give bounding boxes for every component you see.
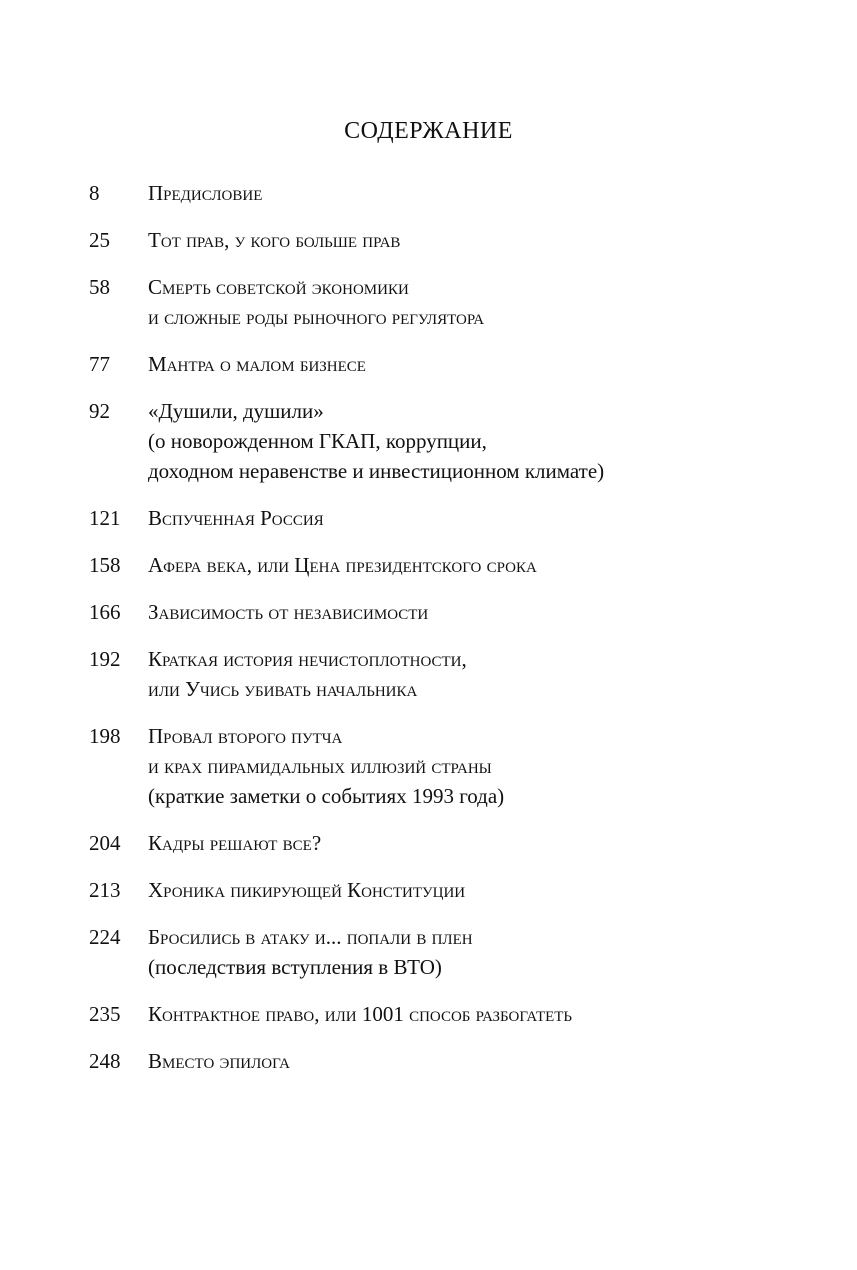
toc-title-line: Контрактное право, или 1001 способ разбогатеть [148,1002,573,1026]
toc-title-line: Кадры решают все? [148,831,322,855]
toc-entry [89,396,809,486]
toc-page-number: 204 [89,831,121,855]
toc-title-line: Зависимость от независимости [148,600,429,624]
toc-entry [89,597,809,627]
toc-chapter-title [148,349,809,379]
toc-page-number: 213 [89,878,121,902]
toc-chapter-title [148,721,809,811]
toc-entry [89,272,809,332]
toc-title-line: и крах пирамидальных иллюзий страны [148,754,492,778]
toc-entry [89,828,809,858]
toc-title-line: доходном неравенстве и инвестиционном климате) [148,459,605,483]
toc-entry [89,503,809,533]
toc-entry [89,922,809,982]
toc-title-line: «Душили, душили» [148,399,324,423]
toc-entry [89,225,809,255]
toc-chapter-title [148,1046,809,1076]
toc-page-number: 92 [89,399,110,423]
toc-title-line: (о новорожденном ГКАП, коррупции, [148,429,487,453]
toc-chapter-title [148,644,809,704]
toc-chapter-title [148,178,809,208]
toc-chapter-title [148,272,809,332]
toc-title-line: Хроника пикирующей Конституции [148,878,466,902]
toc-chapter-title [148,875,809,905]
table-of-contents [89,178,809,1093]
toc-title-line: Вспученная Россия [148,506,324,530]
toc-page-number: 192 [89,647,121,671]
toc-title-line: Краткая история нечистоплотности, [148,647,467,671]
toc-title-line: Бросились в атаку и... попали в плен [148,925,473,949]
toc-chapter-title [148,396,809,486]
toc-title-line: Тот прав, у кого больше прав [148,228,401,252]
toc-page-number: 248 [89,1049,121,1073]
toc-entry [89,644,809,704]
toc-title-line: или Учись убивать начальника [148,677,418,701]
toc-title-line: Провал второго путча [148,724,343,748]
toc-title-line: Вместо эпилога [148,1049,291,1073]
toc-chapter-title [148,922,809,982]
toc-chapter-title [148,225,809,255]
toc-entry [89,999,809,1029]
toc-page-number: 121 [89,506,121,530]
toc-page-number: 198 [89,724,121,748]
toc-title-line: Смерть советской экономики [148,275,409,299]
toc-title-line: Афера века, или Цена президентского срока [148,553,537,577]
toc-title-line: (последствия вступления в ВТО) [148,955,442,979]
toc-page-number: 166 [89,600,121,624]
toc-title-line: Предисловие [148,181,263,205]
toc-page-number: 158 [89,553,121,577]
toc-entry [89,875,809,905]
toc-page-number: 224 [89,925,121,949]
toc-entry [89,1046,809,1076]
toc-page-number: 77 [89,352,110,376]
toc-title-line: и сложные роды рыночного регулятора [148,305,485,329]
toc-entry [89,349,809,379]
toc-page-number: 58 [89,275,110,299]
toc-chapter-title [148,999,809,1029]
toc-title-line: (краткие заметки о событиях 1993 года) [148,784,505,808]
toc-entry [89,550,809,580]
toc-page-number: 25 [89,228,110,252]
toc-entry [89,178,809,208]
toc-page-number: 8 [89,181,100,205]
toc-page-number: 235 [89,1002,121,1026]
toc-title-line: Мантра о малом бизнесе [148,352,366,376]
toc-entry [89,721,809,811]
toc-chapter-title [148,597,809,627]
page-title: СОДЕРЖАНИЕ [344,118,513,144]
toc-chapter-title [148,828,809,858]
toc-chapter-title [148,503,809,533]
toc-chapter-title [148,550,809,580]
